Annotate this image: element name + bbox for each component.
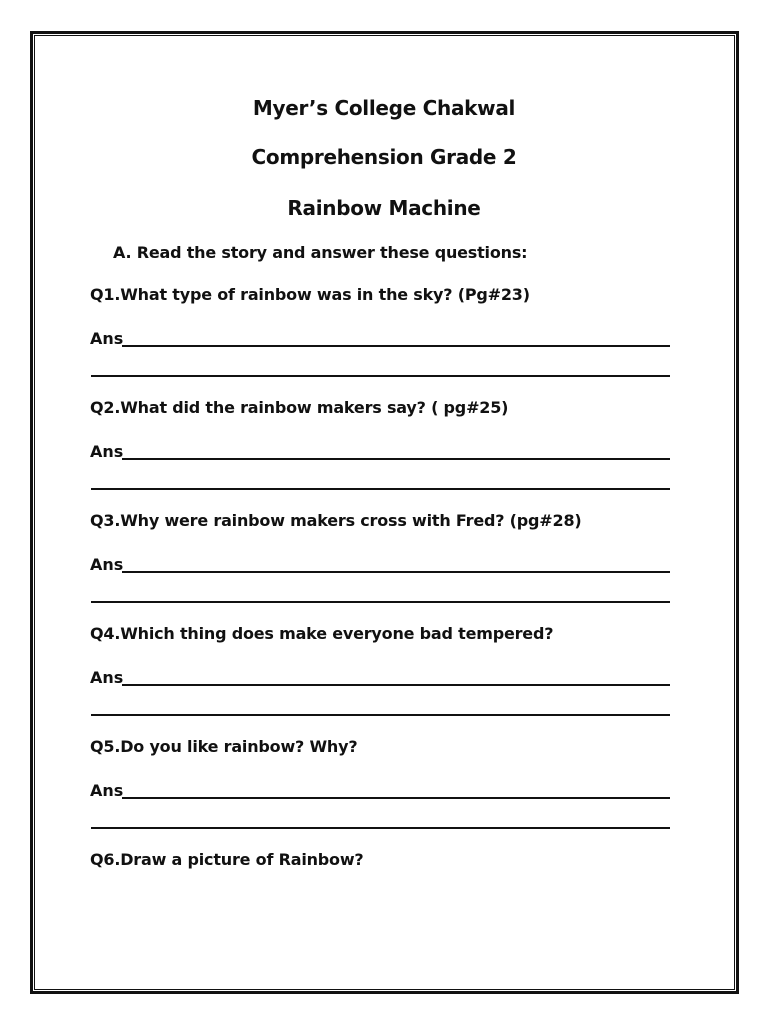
answer-line-5b: [91, 827, 670, 829]
answer-label-4: Ans: [90, 668, 124, 687]
answer-line-4b: [91, 714, 670, 716]
question-1: Q1.What type of rainbow was in the sky? (Pg#23): [90, 285, 530, 304]
answer-line-5a: [122, 797, 670, 799]
answer-line-1a: [122, 345, 670, 347]
answer-line-1b: [91, 375, 670, 377]
answer-label-2: Ans: [90, 442, 124, 461]
story-title: Rainbow Machine: [287, 196, 481, 220]
answer-line-4a: [122, 684, 670, 686]
answer-label-3: Ans: [90, 555, 124, 574]
question-3: Q3.Why were rainbow makers cross with Fred? (pg#28): [90, 511, 582, 530]
answer-label-1: Ans: [90, 329, 124, 348]
school-name: Myer’s College Chakwal: [252, 96, 516, 120]
answer-label-5: Ans: [90, 781, 124, 800]
question-4: Q4.Which thing does make everyone bad tempered?: [90, 624, 554, 643]
worksheet-subject: Comprehension Grade 2: [251, 145, 517, 169]
answer-line-3b: [91, 601, 670, 603]
question-5: Q5.Do you like rainbow? Why?: [90, 737, 358, 756]
answer-line-3a: [122, 571, 670, 573]
question-2: Q2.What did the rainbow makers say? ( pg#25): [90, 398, 509, 417]
instruction-text: A. Read the story and answer these questions:: [113, 243, 528, 262]
answer-line-2b: [91, 488, 670, 490]
question-6: Q6.Draw a picture of Rainbow?: [90, 850, 364, 869]
answer-line-2a: [122, 458, 670, 460]
